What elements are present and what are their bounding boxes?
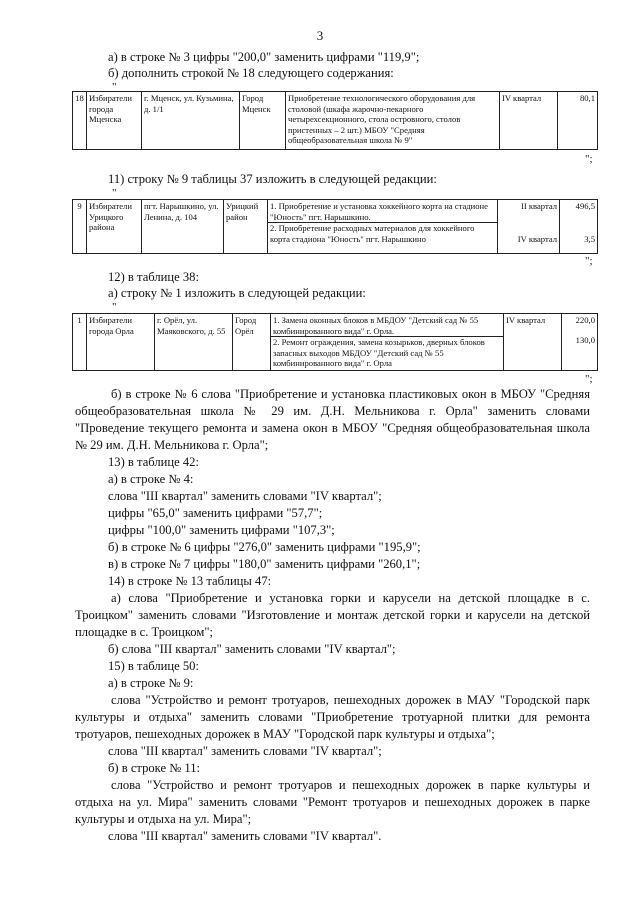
paragraph-13a-2: цифры "65,0" заменить цифрами "57,7"; <box>108 506 323 520</box>
address-cell: г. Мценск, ул. Кузьмина, д. 1/1 <box>142 92 240 150</box>
page-number: 3 <box>316 28 324 43</box>
amount-2: 3,5 <box>584 234 595 244</box>
open-quote: " <box>112 81 117 93</box>
paragraph-14: 14) в строке № 13 таблицы 47: <box>108 574 272 588</box>
open-quote: " <box>112 301 117 313</box>
paragraph-13: 13) в таблице 42: <box>108 455 199 469</box>
paragraph-13a: а) в строке № 4: <box>108 472 194 486</box>
close-quote: "; <box>585 255 593 267</box>
paragraph-12: 12) в таблице 38: <box>108 270 199 284</box>
address-cell: пгт. Нарышкино, ул. Ленина, д. 104 <box>142 200 224 254</box>
paragraph-12a: а) строку № 1 изложить в следующей редакции: <box>108 286 366 300</box>
address-cell: г. Орёл, ул. Маяковского, д. 55 <box>155 314 233 371</box>
table-row <box>73 200 598 254</box>
open-quote: " <box>112 187 117 199</box>
table-row <box>73 314 598 371</box>
district-cell: Избиратели Урицкого района <box>87 200 142 254</box>
paragraph-14a: а) слова "Приобретение и установка горки и карусели на детской площадке в с. Троицком" заменить словами "Изготовление и монтаж детской горки и карусели на детской площадке в с. Троицком"; <box>75 591 590 639</box>
amount-1: 220,0 <box>575 315 595 325</box>
term-cell: IV квартал <box>504 314 562 371</box>
amount-2: 130,0 <box>575 335 595 345</box>
measure-item-2: 2. Приобретение расходных материалов для хоккейного корта стадиона "Юность" пгт. Нарышкино <box>268 222 497 244</box>
measure-cell: Приобретение технологического оборудования для столовой (шкафа жарочно-пекарного четырехсекционного, стола островного, столов пристенных – 2 шт.) МБОУ "Средняя общеобразовательная школа № 9" <box>286 92 500 150</box>
measure-cell <box>271 314 504 371</box>
term-1: II квартал <box>520 201 557 211</box>
term-2: IV квартал <box>517 234 557 244</box>
table-row-1 <box>72 313 598 371</box>
row-number: 9 <box>73 200 87 254</box>
executor-cell: Город Орёл <box>233 314 271 371</box>
paragraph-15a-2: слова "III квартал" заменить словами "IV квартал"; <box>108 744 382 758</box>
measure-cell <box>268 200 498 254</box>
table-row <box>73 92 598 150</box>
amount-cell <box>562 314 598 371</box>
executor-cell: Город Мценск <box>240 92 286 150</box>
row-number: 1 <box>73 314 87 371</box>
paragraph-15: 15) в таблице 50: <box>108 659 199 673</box>
paragraph-13a-3: цифры "100,0" заменить цифрами "107,3"; <box>108 523 335 537</box>
table-row-18 <box>72 91 598 150</box>
paragraph-15b-1: слова "Устройство и ремонт тротуаров и пешеходных дорожек в парке культуры и отдыха на ул. Мира" заменить словами "Ремонт тротуаров и пешеходных дорожек в парке культуры и отдыха на ул. Мира"; <box>75 778 590 826</box>
paragraph-15b: б) в строке № 11: <box>108 761 201 775</box>
measure-item-1: 1. Приобретение и установка хоккейного корта на стадионе "Юность" пгт. Нарышкино. <box>270 201 488 222</box>
paragraph-12b: б) в строке № 6 слова "Приобретение и установка пластиковых окон в МБОУ "Средняя общеобразовательная школа № 29 им. Д.Н. Мельникова г. Орла" заменить словами "Проведение текущего ремонта и замена окон в МБОУ "Средняя общеобразовательная школа № 29 им. Д.Н. Мельникова г. Орла"; <box>75 387 590 452</box>
executor-cell: Урицкий район <box>224 200 268 254</box>
close-quote: "; <box>585 373 593 385</box>
paragraph-a-row3: а) в строке № 3 цифры "200,0" заменить цифрами "119,9"; <box>108 50 420 64</box>
paragraph-13a-1: слова "III квартал" заменить словами "IV квартал"; <box>108 489 382 503</box>
close-quote: "; <box>585 153 593 165</box>
row-number: 18 <box>73 92 87 150</box>
term-cell: IV квартал <box>500 92 558 150</box>
paragraph-11: 11) строку № 9 таблицы 37 изложить в следующей редакции: <box>108 172 437 186</box>
paragraph-15b-2: слова "III квартал" заменить словами "IV квартал". <box>108 829 382 843</box>
measure-item-2: 2. Ремонт ограждения, замена козырьков, дверных блоков запасных выходов МБДОУ "Детский сад № 55 комбинированного вида" г. Орла <box>271 336 503 369</box>
measure-item-1: 1. Замена оконных блоков в МБДОУ "Детский сад № 55 комбинированного вида" г. Орла. <box>273 315 479 336</box>
term-cell <box>498 200 560 254</box>
paragraph-15a-1: слова "Устройство и ремонт тротуаров, пешеходных дорожек в МАУ "Городской парк культуры и отдыха" заменить словами "Приобретение тротуарной плитки для ремонта тротуаров, пешеходных дорожек в МАУ "Городской парк культуры и отдыха"; <box>75 693 590 741</box>
table-row-9 <box>72 199 598 254</box>
amount-cell: 80,1 <box>558 92 598 150</box>
amount-1: 496,5 <box>575 201 595 211</box>
amount-cell <box>560 200 598 254</box>
paragraph-b-row18: б) дополнить строкой № 18 следующего содержания: <box>108 66 394 80</box>
paragraph-13b: б) в строке № 6 цифры "276,0" заменить цифрами "195,9"; <box>108 540 421 554</box>
paragraph-13c: в) в строке № 7 цифры "180,0" заменить цифрами "260,1"; <box>108 557 421 571</box>
district-cell: Избиратели города Мценска <box>87 92 142 150</box>
district-cell: Избиратели города Орла <box>87 314 155 371</box>
paragraph-15a: а) в строке № 9: <box>108 676 194 690</box>
paragraph-14b: б) слова "III квартал" заменить словами "IV квартал"; <box>108 642 396 656</box>
